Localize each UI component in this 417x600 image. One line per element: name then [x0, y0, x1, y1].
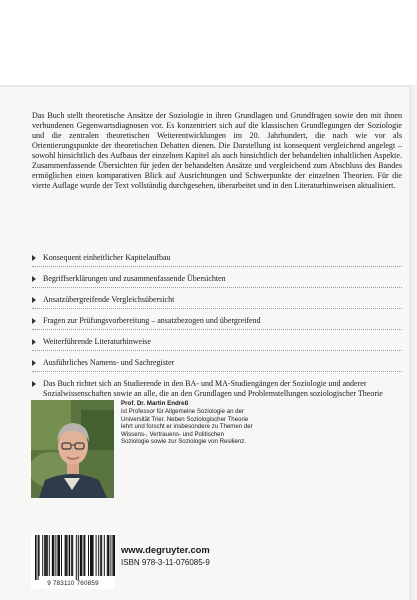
arrow-bullet-icon [32, 297, 36, 303]
author-bio: ist Professor für Allgemeine Soziologie an der Universität Trier. Neben Soziologischer Theorie lehrt und forscht er insbesondere zu Themen der Wissens-, Vertrauens- und Politischen Soziologie sowie zur Soziologie von Resilienz. [121, 408, 253, 446]
feature-text: Begriffserklärungen und zusammenfassende Übersichten [43, 274, 226, 283]
author-portrait-image [31, 400, 114, 498]
arrow-bullet-icon [32, 255, 36, 261]
feature-text: Ausführliches Namens- und Sachregister [43, 358, 175, 367]
arrow-bullet-icon [32, 360, 36, 366]
arrow-bullet-icon [32, 339, 36, 345]
publisher-url: www.degruyter.com [121, 544, 210, 555]
author-name: Prof. Dr. Martin Endreß [121, 400, 189, 407]
arrow-bullet-icon [32, 381, 36, 387]
feature-item [32, 358, 402, 372]
barcode-number: 9 783110 760859 [47, 580, 99, 587]
feature-item [32, 295, 402, 309]
feature-text: Ansatzübergreifende Vergleichsübersicht [43, 295, 175, 304]
barcode-bars-icon [31, 533, 115, 580]
author-photo [31, 400, 114, 498]
feature-text: Weiterführende Literaturhinweise [43, 337, 151, 346]
feature-list [32, 253, 402, 419]
feature-item [32, 253, 402, 267]
background-top [0, 0, 417, 85]
feature-item [32, 316, 402, 330]
feature-text: Konsequent einheitlicher Kapitelaufbau [43, 253, 171, 262]
feature-text: Das Buch richtet sich an Studierende in den BA- und MA-Studiengängen der Soziologie und anderer Sozialwissenschaften sowie an alle, die an den Grundlagen und Problemstellungen soziologischer Theorie [43, 379, 383, 398]
feature-text: Fragen zur Prüfungsvorbereitung – ansatzbezogen und übergreifend [43, 316, 261, 325]
cover-right-edge [409, 85, 417, 600]
arrow-bullet-icon [32, 318, 36, 324]
feature-item [32, 337, 402, 351]
isbn: ISBN 978-3-11-076085-9 [121, 558, 210, 567]
arrow-bullet-icon [32, 276, 36, 282]
book-description: Das Buch stellt theoretische Ansätze der Soziologie in ihren Grundlagen und Grundfragen sowie den mit ihnen verbundenen Gegenwartsdiagnosen vor. Es konzentriert sich auf die klassischen Grundlegungen der Soziologie und die zentralen theoretischen Weiterentwicklungen im 20. Jahrhundert, die nach wie vor als Orientierungspunkte der theoretischen Debatten dienen. Die Darstellung ist konsequent vergleichend angelegt – sowohl hinsichtlich des Aufbaus der einzelnen Kapitel als auch hinsichtlich der behandelten inhaltlichen Aspekte. Zusammenfassende Übersichten für jeden der behandelten Ansätze und vergleichend zum Abschluss des Bandes ermöglichen einen komparativen Blick auf Ausrichtungen und Schwerpunkte der einzelnen Theorien. Für die vierte Auflage wurde der Text vollständig durchgesehen, überarbeitet und in den Literaturhinweisen aktualisiert. [32, 111, 402, 190]
feature-item [32, 274, 402, 288]
